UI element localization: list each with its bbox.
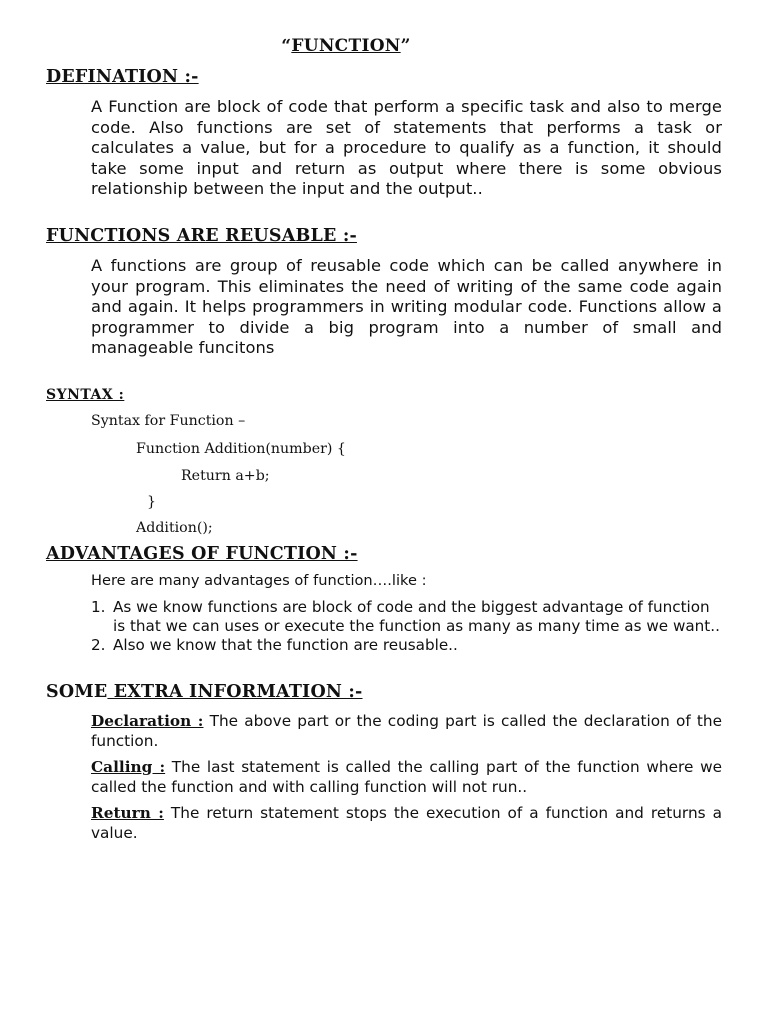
definition-heading: DEFINATION :- — [46, 67, 199, 87]
syntax-heading: SYNTAX : — [46, 387, 125, 403]
return-paragraph — [91, 804, 722, 843]
list-item — [91, 598, 722, 636]
list-item-text: As we know functions are block of code and the biggest advantage of function is that we can uses or execute the function as many as many time as we want.. — [113, 598, 720, 635]
return-text: The return statement stops the execution of a function and returns a value. — [91, 804, 722, 842]
declaration-text: The above part or the coding part is called the declaration of the function. — [91, 712, 722, 750]
advantages-heading: ADVANTAGES OF FUNCTION :- — [46, 544, 358, 564]
calling-text: The last statement is called the calling part of the function where we called the function and with calling function will not run.. — [91, 758, 722, 796]
extra-info-heading — [46, 682, 363, 702]
list-item-number: 2. — [91, 636, 106, 654]
list-item — [91, 636, 722, 655]
syntax-intro: Syntax for Function – — [91, 413, 246, 429]
document-title — [0, 36, 692, 56]
title-open-quote: “ — [281, 36, 292, 56]
advantages-list — [91, 598, 722, 655]
extra-heading-underlined: EXTRA INFORMATION :- — [107, 682, 363, 702]
code-line-close-brace: } — [147, 494, 157, 510]
code-line-call: Addition(); — [136, 520, 213, 536]
calling-paragraph — [91, 758, 722, 797]
list-item-number: 1. — [91, 598, 106, 616]
extra-heading-plain: SOME — [46, 682, 108, 702]
title-close-quote: ” — [400, 36, 411, 56]
declaration-term: Declaration : — [91, 712, 204, 730]
definition-paragraph: A Function are block of code that perform a specific task and also to merge code. Also functions are set of statements that performs a task or calculates a value, but for a procedure to qualify as a function, it should take some input and return as output where there is some obvious relationship between the input and the output.. — [91, 97, 722, 198]
calling-term: Calling : — [91, 758, 166, 776]
advantages-intro: Here are many advantages of function….like : — [91, 572, 427, 589]
reusable-paragraph: A functions are group of reusable code which can be called anywhere in your program. This eliminates the need of writing of the same code again and again. It helps programmers in writing modular code. Functions allow a programmer to divide a big program into a number of small and manageable funcitons — [91, 256, 722, 357]
list-item-text: Also we know that the function are reusable.. — [113, 636, 458, 654]
reusable-heading: FUNCTIONS ARE REUSABLE :- — [46, 226, 357, 246]
code-line-return: Return a+b; — [181, 468, 270, 484]
declaration-paragraph — [91, 712, 722, 751]
title-text: FUNCTION — [291, 36, 401, 56]
code-line-function: Function Addition(number) { — [136, 441, 346, 457]
return-term: Return : — [91, 804, 164, 822]
